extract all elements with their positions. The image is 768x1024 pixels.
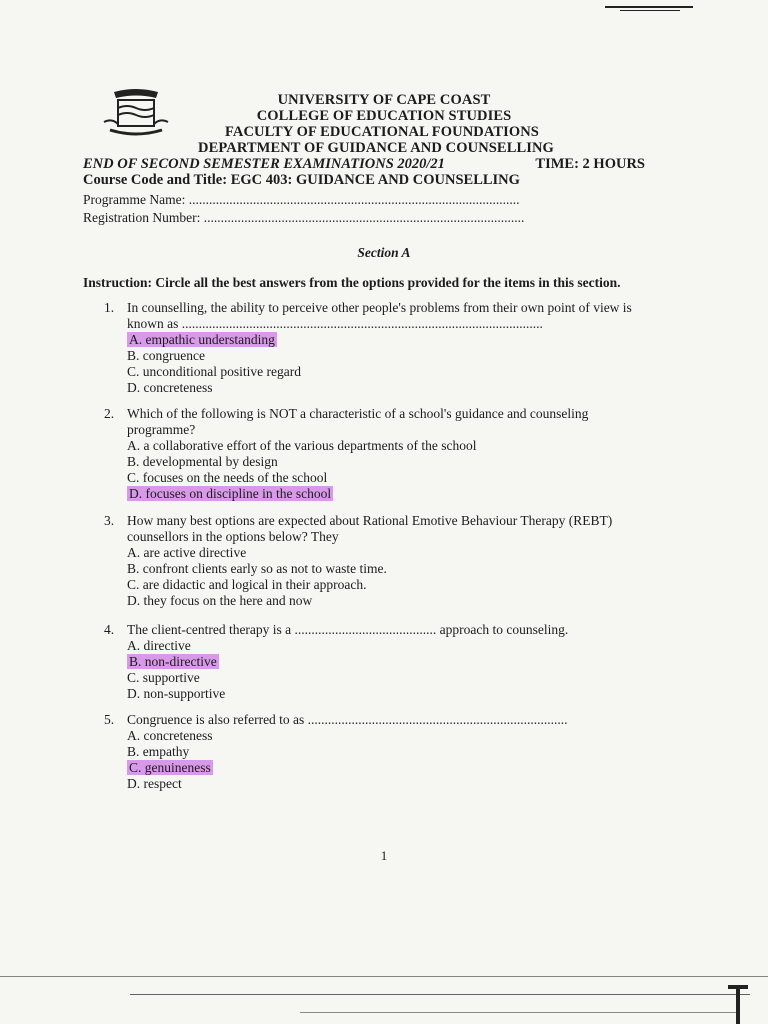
- option-c: C. focuses on the needs of the school: [127, 470, 328, 485]
- question-4: [104, 622, 664, 702]
- college-name: COLLEGE OF EDUCATION STUDIES: [256, 108, 512, 124]
- option-d: D. concreteness: [127, 380, 213, 395]
- exam-title-line: [83, 156, 645, 173]
- option-a: A. are active directive: [127, 545, 247, 560]
- option-d-highlighted: D. focuses on discipline in the school: [129, 486, 332, 501]
- option-b-highlighted: B. non-directive: [129, 654, 217, 669]
- question-number: 1.: [104, 300, 115, 315]
- option-d: D. respect: [127, 776, 182, 791]
- question-stem: In counselling, the ability to perceive other people's problems from their own point of view is: [127, 300, 632, 315]
- option-d: D. they focus on the here and now: [127, 593, 313, 608]
- page-number: 1: [380, 848, 388, 863]
- question-2: [104, 406, 664, 502]
- scan-artifact-corner: [728, 985, 748, 989]
- question-stem: The client-centred therapy is a .......................................... approach to counseling.: [127, 622, 569, 637]
- question-number: 3.: [104, 513, 115, 528]
- question-stem: known as ...........................................................................................................: [127, 316, 543, 331]
- programme-name-field: Programme Name: ..................................................................................................: [83, 192, 520, 207]
- scan-artifact-bottom: [0, 976, 768, 977]
- question-stem: Which of the following is NOT a characteristic of a school's guidance and counseling: [127, 406, 589, 421]
- course-title: Course Code and Title: EGC 403: GUIDANCE AND COUNSELLING: [83, 172, 520, 188]
- option-c: C. supportive: [127, 670, 200, 685]
- exam-title: END OF SECOND SEMESTER EXAMINATIONS 2020/21: [83, 156, 445, 172]
- scan-artifact-bottom: [130, 994, 750, 995]
- option-c: C. are didactic and logical in their approach.: [127, 577, 367, 592]
- department-name: DEPARTMENT OF GUIDANCE AND COUNSELLING: [198, 140, 554, 156]
- exam-time: TIME: 2 HOURS: [535, 156, 645, 172]
- question-number: 5.: [104, 712, 115, 727]
- question-stem: How many best options are expected about Rational Emotive Behaviour Therapy (REBT): [127, 513, 613, 528]
- option-c: C. unconditional positive regard: [127, 364, 301, 379]
- faculty-name: FACULTY OF EDUCATIONAL FOUNDATIONS: [225, 124, 539, 140]
- question-stem: programme?: [127, 422, 196, 437]
- question-1: [104, 300, 664, 396]
- scan-artifact-corner: [736, 985, 740, 1024]
- scan-artifact-bottom: [300, 1012, 740, 1013]
- option-b: B. empathy: [127, 744, 190, 759]
- option-b: B. confront clients early so as not to waste time.: [127, 561, 387, 576]
- option-a: A. directive: [127, 638, 191, 653]
- option-b: B. developmental by design: [127, 454, 278, 469]
- option-a: A. a collaborative effort of the various departments of the school: [127, 438, 477, 453]
- question-stem: counsellors in the options below? They: [127, 529, 339, 544]
- university-name: UNIVERSITY OF CAPE COAST: [277, 92, 491, 108]
- scan-artifact-top: [620, 10, 680, 11]
- question-5: [104, 712, 664, 792]
- option-c-highlighted: C. genuineness: [129, 760, 211, 775]
- option-a: A. concreteness: [127, 728, 213, 743]
- option-b: B. congruence: [127, 348, 205, 363]
- question-stem: Congruence is also referred to as .............................................................................: [127, 712, 568, 727]
- question-number: 4.: [104, 622, 115, 637]
- section-title: Section A: [357, 245, 411, 260]
- option-a-highlighted: A. empathic understanding: [129, 332, 275, 347]
- question-number: 2.: [104, 406, 115, 421]
- question-3: [104, 513, 664, 609]
- option-d: D. non-supportive: [127, 686, 226, 701]
- registration-number-field: Registration Number: ...............................................................................................: [83, 210, 525, 225]
- section-instruction: Instruction: Circle all the best answers from the options provided for the items in this section.: [83, 275, 621, 290]
- scan-artifact-top: [605, 6, 693, 8]
